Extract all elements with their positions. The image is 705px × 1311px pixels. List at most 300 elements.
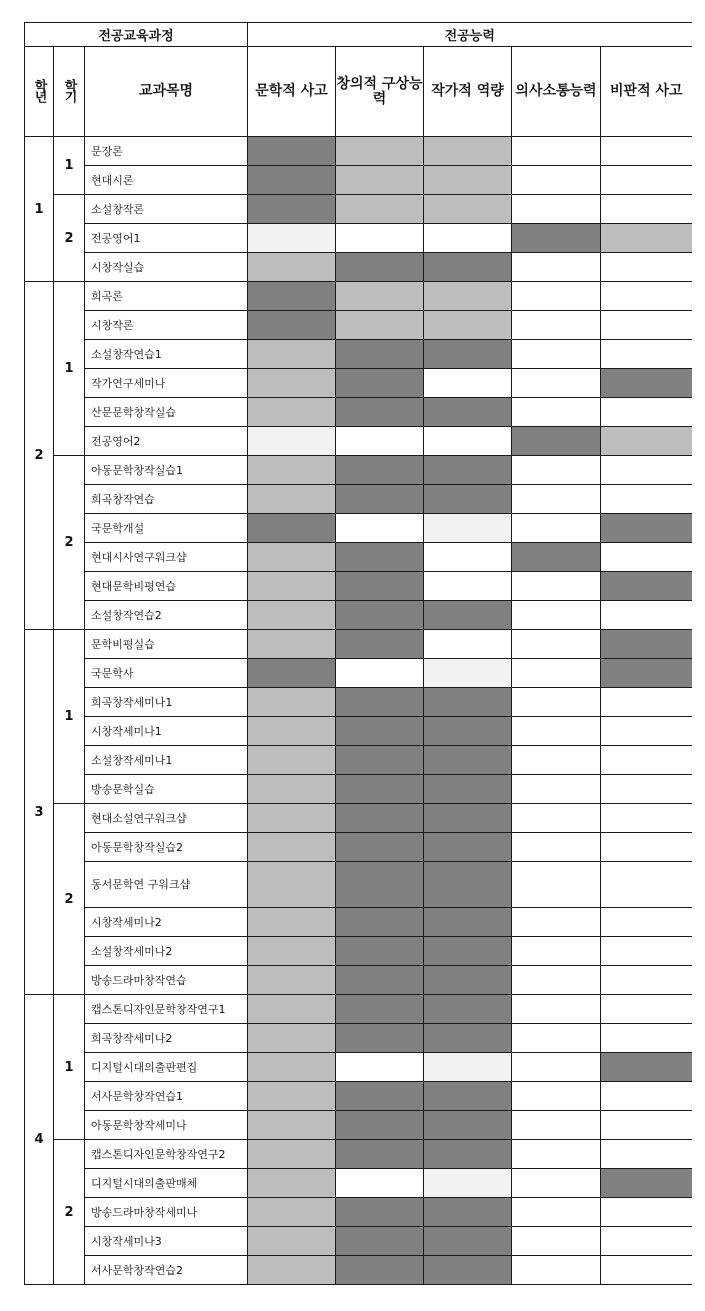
header-competency-communication: 의사소통능력 [512, 47, 601, 137]
competency-cell [601, 1140, 692, 1169]
table-row [25, 966, 692, 995]
competency-cell [336, 688, 424, 717]
course-name: 희곡창작연습 [85, 485, 248, 514]
competency-cell [248, 804, 336, 833]
competency-cell [424, 224, 512, 253]
competency-cell [601, 224, 692, 253]
competency-cell [336, 1082, 424, 1111]
competency-cell [424, 659, 512, 688]
header-course-name: 교과목명 [85, 47, 248, 137]
competency-cell [248, 224, 336, 253]
competency-cell [248, 746, 336, 775]
course-name: 전공영어1 [85, 224, 248, 253]
competency-cell [424, 514, 512, 543]
course-name: 현대시론 [85, 166, 248, 195]
competency-cell [601, 804, 692, 833]
competency-cell [512, 746, 601, 775]
competency-cell [248, 833, 336, 862]
competency-cell [248, 543, 336, 572]
course-name: 소설창작연습2 [85, 601, 248, 630]
competency-cell [336, 1169, 424, 1198]
competency-cell [248, 1227, 336, 1256]
competency-cell [601, 195, 692, 224]
table-row [25, 543, 692, 572]
competency-cell [601, 937, 692, 966]
competency-cell [424, 833, 512, 862]
competency-cell [336, 833, 424, 862]
competency-cell [248, 717, 336, 746]
competency-cell [512, 137, 601, 166]
competency-cell [601, 340, 692, 369]
competency-cell [424, 253, 512, 282]
competency-cell [248, 311, 336, 340]
competency-cell [512, 311, 601, 340]
competency-cell [248, 908, 336, 937]
course-name: 현대소설연구워크샵 [85, 804, 248, 833]
competency-cell [248, 166, 336, 195]
semester-cell: 1 [54, 995, 85, 1140]
header-competency-critical-thinking: 비판적 사고 [601, 47, 692, 137]
course-name: 국문학개설 [85, 514, 248, 543]
competency-cell [424, 427, 512, 456]
competency-cell [601, 775, 692, 804]
competency-cell [336, 1140, 424, 1169]
table-row [25, 937, 692, 966]
competency-cell [248, 456, 336, 485]
competency-cell [248, 1256, 336, 1285]
competency-cell [424, 311, 512, 340]
competency-cell [601, 659, 692, 688]
competency-cell [512, 1024, 601, 1053]
course-name: 방송드라마창작세미나 [85, 1198, 248, 1227]
competency-cell [336, 862, 424, 908]
table-row [25, 1053, 692, 1082]
competency-cell [601, 427, 692, 456]
competency-cell [248, 1140, 336, 1169]
table-row [25, 1024, 692, 1053]
curriculum-body [25, 137, 692, 1285]
competency-cell [248, 995, 336, 1024]
competency-cell [512, 543, 601, 572]
competency-cell [248, 340, 336, 369]
competency-cell [424, 1111, 512, 1140]
competency-cell [601, 717, 692, 746]
competency-cell [601, 253, 692, 282]
competency-cell [424, 1256, 512, 1285]
course-name: 국문학사 [85, 659, 248, 688]
competency-cell [424, 746, 512, 775]
table-row [25, 775, 692, 804]
table-row [25, 1227, 692, 1256]
course-name: 방송드라마창작연습 [85, 966, 248, 995]
competency-cell [424, 137, 512, 166]
competency-cell [424, 398, 512, 427]
competency-cell [248, 630, 336, 659]
header-competency-authorial: 작가적 역량 [424, 47, 512, 137]
table-row [25, 804, 692, 833]
header-row-top [25, 23, 692, 47]
course-name: 아동문학창작실습2 [85, 833, 248, 862]
competency-cell [601, 1024, 692, 1053]
table-row [25, 1198, 692, 1227]
competency-cell [248, 1024, 336, 1053]
header-semester-label: 학기 [61, 78, 77, 101]
competency-cell [424, 775, 512, 804]
competency-cell [336, 369, 424, 398]
competency-cell [601, 1256, 692, 1285]
competency-cell [336, 427, 424, 456]
course-name: 시창작론 [85, 311, 248, 340]
course-name: 문장론 [85, 137, 248, 166]
competency-cell [601, 543, 692, 572]
competency-cell [601, 908, 692, 937]
competency-cell [601, 166, 692, 195]
table-row [25, 601, 692, 630]
table-row [25, 514, 692, 543]
table-row [25, 398, 692, 427]
table-row [25, 659, 692, 688]
competency-cell [601, 456, 692, 485]
competency-cell [248, 1198, 336, 1227]
header-year-label: 학년 [31, 78, 47, 101]
course-name: 서사문학창작연습2 [85, 1256, 248, 1285]
competency-cell [336, 543, 424, 572]
table-row [25, 833, 692, 862]
competency-cell [512, 166, 601, 195]
competency-cell [601, 966, 692, 995]
competency-cell [512, 340, 601, 369]
competency-cell [424, 717, 512, 746]
competency-cell [248, 688, 336, 717]
competency-cell [248, 775, 336, 804]
competency-cell [512, 966, 601, 995]
competency-cell [601, 1082, 692, 1111]
competency-cell [512, 1169, 601, 1198]
course-name: 희곡창작세미나2 [85, 1024, 248, 1053]
competency-cell [248, 1082, 336, 1111]
course-name: 시창작세미나3 [85, 1227, 248, 1256]
competency-cell [512, 1111, 601, 1140]
competency-cell [424, 195, 512, 224]
competency-cell [512, 1227, 601, 1256]
competency-cell [336, 253, 424, 282]
competency-cell [336, 1227, 424, 1256]
table-row [25, 427, 692, 456]
competency-cell [336, 398, 424, 427]
competency-cell [424, 601, 512, 630]
competency-cell [424, 995, 512, 1024]
competency-cell [336, 659, 424, 688]
competency-cell [336, 966, 424, 995]
semester-cell: 2 [54, 195, 85, 282]
competency-cell [512, 224, 601, 253]
competency-cell [512, 369, 601, 398]
competency-cell [512, 937, 601, 966]
competency-cell [512, 601, 601, 630]
competency-cell [336, 514, 424, 543]
competency-cell [601, 1111, 692, 1140]
competency-cell [424, 1140, 512, 1169]
table-row [25, 340, 692, 369]
table-row [25, 1169, 692, 1198]
header-major-competency: 전공능력 [248, 23, 692, 47]
competency-cell [601, 746, 692, 775]
competency-cell [424, 804, 512, 833]
course-name: 작가연구세미나 [85, 369, 248, 398]
competency-cell [512, 253, 601, 282]
course-name: 시창작세미나2 [85, 908, 248, 937]
table-row [25, 717, 692, 746]
competency-cell [424, 1198, 512, 1227]
course-name: 소설창작연습1 [85, 340, 248, 369]
competency-cell [512, 659, 601, 688]
table-row [25, 195, 692, 224]
header-year [25, 47, 54, 137]
competency-cell [424, 543, 512, 572]
competency-cell [336, 775, 424, 804]
course-name: 시창작실습 [85, 253, 248, 282]
competency-cell [601, 398, 692, 427]
competency-cell [424, 688, 512, 717]
course-name: 시창작세미나1 [85, 717, 248, 746]
table-row [25, 862, 692, 908]
semester-cell: 1 [54, 282, 85, 456]
competency-cell [601, 1053, 692, 1082]
table-row [25, 630, 692, 659]
competency-cell [424, 456, 512, 485]
semester-cell: 2 [54, 1140, 85, 1285]
table-row [25, 1111, 692, 1140]
competency-cell [601, 995, 692, 1024]
course-name: 현대문학비평연습 [85, 572, 248, 601]
competency-cell [424, 908, 512, 937]
competency-cell [336, 572, 424, 601]
table-row [25, 572, 692, 601]
competency-cell [336, 908, 424, 937]
competency-cell [424, 369, 512, 398]
table-row [25, 1256, 692, 1285]
competency-cell [424, 1053, 512, 1082]
course-name: 디지털시대의출판편집 [85, 1053, 248, 1082]
course-name: 아동문학창작세미나 [85, 1111, 248, 1140]
competency-cell [248, 601, 336, 630]
competency-cell [336, 166, 424, 195]
competency-cell [424, 1169, 512, 1198]
competency-cell [424, 282, 512, 311]
competency-cell [248, 398, 336, 427]
competency-cell [248, 862, 336, 908]
competency-cell [336, 601, 424, 630]
course-name: 소설창작론 [85, 195, 248, 224]
competency-cell [601, 862, 692, 908]
course-name: 희곡론 [85, 282, 248, 311]
competency-cell [512, 775, 601, 804]
semester-cell: 1 [54, 137, 85, 195]
table-row [25, 137, 692, 166]
course-name: 소설창작세미나2 [85, 937, 248, 966]
curriculum-table [24, 22, 692, 1285]
competency-cell [336, 224, 424, 253]
competency-cell [336, 630, 424, 659]
table-row [25, 282, 692, 311]
course-name: 방송문학실습 [85, 775, 248, 804]
competency-cell [248, 1169, 336, 1198]
semester-cell: 2 [54, 804, 85, 995]
competency-cell [248, 253, 336, 282]
competency-cell [601, 514, 692, 543]
competency-cell [512, 1082, 601, 1111]
competency-cell [512, 717, 601, 746]
competency-cell [336, 804, 424, 833]
competency-cell [512, 688, 601, 717]
competency-cell [336, 1024, 424, 1053]
competency-cell [512, 398, 601, 427]
competency-cell [512, 485, 601, 514]
table-row [25, 369, 692, 398]
competency-cell [512, 572, 601, 601]
competency-cell [248, 966, 336, 995]
competency-cell [336, 311, 424, 340]
competency-cell [424, 166, 512, 195]
competency-cell [512, 1198, 601, 1227]
header-competency-creative-planning: 창의적 구상능력 [336, 47, 424, 137]
year-cell: 2 [25, 282, 54, 630]
header-competency-literary-thinking: 문학적 사고 [248, 47, 336, 137]
course-name: 디지털시대의출판매체 [85, 1169, 248, 1198]
course-name: 아동문학창작실습1 [85, 456, 248, 485]
competency-cell [512, 804, 601, 833]
competency-cell [336, 340, 424, 369]
competency-cell [248, 937, 336, 966]
competency-cell [512, 1053, 601, 1082]
competency-cell [248, 514, 336, 543]
competency-cell [424, 937, 512, 966]
course-name: 희곡창작세미나1 [85, 688, 248, 717]
table-row [25, 746, 692, 775]
header-row-sub [25, 47, 692, 137]
competency-cell [336, 1198, 424, 1227]
header-major-curriculum: 전공교육과정 [25, 23, 248, 47]
competency-cell [424, 966, 512, 995]
competency-cell [248, 282, 336, 311]
competency-cell [512, 630, 601, 659]
competency-cell [336, 937, 424, 966]
table-row [25, 1140, 692, 1169]
competency-cell [512, 456, 601, 485]
table-row [25, 908, 692, 937]
competency-cell [601, 311, 692, 340]
competency-cell [248, 137, 336, 166]
competency-cell [601, 688, 692, 717]
table-row [25, 224, 692, 253]
competency-cell [601, 137, 692, 166]
competency-cell [512, 1140, 601, 1169]
competency-cell [424, 572, 512, 601]
table-row [25, 1082, 692, 1111]
competency-cell [336, 456, 424, 485]
competency-cell [512, 862, 601, 908]
course-name: 동서문학연 구워크샵 [85, 862, 248, 908]
competency-cell [336, 1111, 424, 1140]
competency-cell [336, 995, 424, 1024]
year-cell: 4 [25, 995, 54, 1285]
course-name: 캡스톤디자인문학창작연구2 [85, 1140, 248, 1169]
semester-cell: 2 [54, 456, 85, 630]
competency-cell [601, 1198, 692, 1227]
competency-cell [601, 282, 692, 311]
competency-cell [336, 717, 424, 746]
semester-cell: 1 [54, 630, 85, 804]
year-cell: 1 [25, 137, 54, 282]
competency-cell [601, 630, 692, 659]
table-row [25, 456, 692, 485]
competency-cell [336, 137, 424, 166]
competency-cell [336, 282, 424, 311]
competency-cell [336, 1053, 424, 1082]
competency-cell [336, 746, 424, 775]
competency-cell [601, 485, 692, 514]
competency-cell [512, 282, 601, 311]
course-name: 서사문학창작연습1 [85, 1082, 248, 1111]
competency-cell [424, 1024, 512, 1053]
competency-cell [601, 833, 692, 862]
competency-cell [512, 1256, 601, 1285]
competency-cell [424, 1227, 512, 1256]
competency-cell [512, 427, 601, 456]
table-row [25, 253, 692, 282]
competency-cell [512, 833, 601, 862]
competency-cell [248, 1053, 336, 1082]
course-name: 소설창작세미나1 [85, 746, 248, 775]
competency-cell [601, 601, 692, 630]
competency-cell [424, 630, 512, 659]
course-name: 전공영어2 [85, 427, 248, 456]
competency-cell [512, 514, 601, 543]
competency-cell [512, 908, 601, 937]
competency-cell [248, 427, 336, 456]
course-name: 현대시사연구워크샵 [85, 543, 248, 572]
competency-cell [248, 572, 336, 601]
competency-cell [336, 1256, 424, 1285]
table-row [25, 995, 692, 1024]
course-name: 문학비평실습 [85, 630, 248, 659]
competency-cell [424, 485, 512, 514]
competency-cell [512, 995, 601, 1024]
competency-cell [512, 195, 601, 224]
table-row [25, 166, 692, 195]
competency-cell [424, 862, 512, 908]
course-name: 산문문학창작실습 [85, 398, 248, 427]
competency-cell [248, 1111, 336, 1140]
competency-cell [248, 195, 336, 224]
competency-cell [424, 340, 512, 369]
competency-cell [336, 195, 424, 224]
table-row [25, 311, 692, 340]
competency-cell [601, 572, 692, 601]
course-name: 캡스톤디자인문학창작연구1 [85, 995, 248, 1024]
competency-cell [601, 1169, 692, 1198]
competency-cell [248, 485, 336, 514]
year-cell: 3 [25, 630, 54, 995]
competency-cell [601, 1227, 692, 1256]
competency-cell [424, 1082, 512, 1111]
competency-cell [248, 369, 336, 398]
competency-cell [336, 485, 424, 514]
competency-cell [248, 659, 336, 688]
table-row [25, 688, 692, 717]
header-semester [54, 47, 85, 137]
competency-cell [601, 369, 692, 398]
